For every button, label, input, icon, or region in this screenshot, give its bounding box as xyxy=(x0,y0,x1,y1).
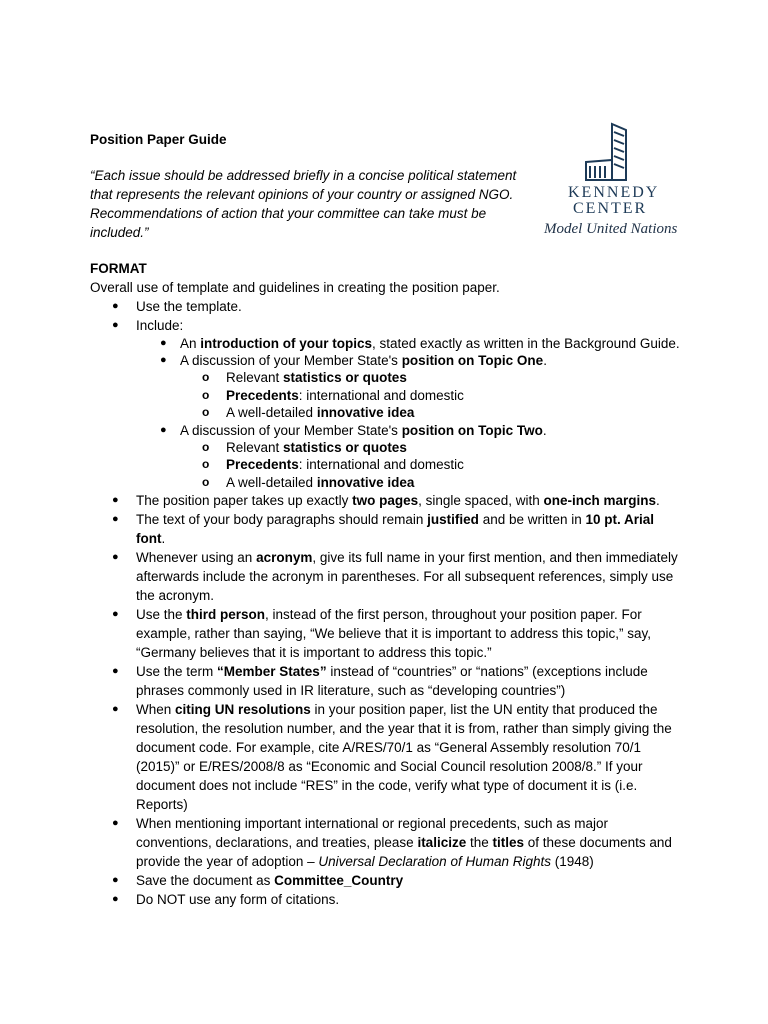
overall-text: Overall use of template and guidelines in creating the position paper. xyxy=(90,280,500,295)
bullet-icon: ● xyxy=(112,551,119,563)
bullet-icon: ● xyxy=(112,513,119,525)
bullet-icon: ● xyxy=(112,319,119,331)
list-item: ● Use the template. xyxy=(112,299,242,314)
list-item: ● When mentioning important international or regional precedents, such as major conventions, declarations, and treaties, please italicize the titles of these documents and provide the year of adoption – Universal Declaration of Human Rights (1948) xyxy=(112,816,672,869)
circle-bullet-icon: o xyxy=(202,439,210,454)
include-sublist xyxy=(136,335,680,491)
list-item: o Relevant statistics or quotes xyxy=(202,439,407,455)
list-item: ● A discussion of your Member State's position on Topic Two. o Relevant statistics or quotes o Precedents: international and domestic o A well-detailed innovative idea xyxy=(136,422,680,492)
list-item: ● Use the term “Member States” instead of “countries” or “nations” (exceptions include phrases commonly used in IR literature, such as “developing countries”) xyxy=(112,664,648,698)
bullet-icon: ● xyxy=(160,337,167,349)
list-item: o Precedents: international and domestic xyxy=(202,387,464,403)
bullet-icon: ● xyxy=(160,423,167,436)
list-item: o A well-detailed innovative idea xyxy=(202,474,415,490)
list-item: ● The text of your body paragraphs should remain justified and be written in 10 pt. Arial font. xyxy=(112,512,655,546)
logo-subtitle: Model United Nations xyxy=(544,221,678,237)
list-item: ● Use the third person, instead of the first person, throughout your position paper. For example, rather than saying, “We believe that it is important to address this topic,” say, “Germany believes that it is important to address this topic.” xyxy=(112,607,651,660)
list-item: ● A discussion of your Member State's position on Topic One. o Relevant statistics or quotes o Precedents: international and domestic o A well-detailed innovative idea xyxy=(136,352,680,422)
bullet-icon: ● xyxy=(112,874,119,886)
bullet-icon: ● xyxy=(112,817,119,829)
list-item: ● An introduction of your topics, stated exactly as written in the Background Guide. xyxy=(160,336,680,351)
list-item: ● Include: ● An introduction of your topics, stated exactly as written in the Background Guide. ● A discussion of your Member State's position on Topic One. o Relevant statistics or quotes o Precedents: international and domestic o A well-detailed innovative idea ● A discussion of your Member State's position on Topic Two. o Relevant statistics or quotes o Precedents: international and domestic o A well-detailed innovative idea xyxy=(112,318,680,490)
bullet-icon: ● xyxy=(160,354,167,366)
list-item: o A well-detailed innovative idea xyxy=(202,405,415,420)
topic-one-sublist xyxy=(180,369,680,422)
bullet-icon: ● xyxy=(112,665,119,677)
bullet-icon: ● xyxy=(112,893,119,905)
logo-name-line2: CENTER xyxy=(573,200,648,217)
circle-bullet-icon: o xyxy=(202,387,210,402)
circle-bullet-icon: o xyxy=(202,405,210,419)
intro-quote: “Each issue should be addressed briefly in a concise political statement that represents the relevant opinions of your country or assigned NGO. Recommendations of action that your committee can take must be included.” xyxy=(90,168,517,240)
bullet-icon: ● xyxy=(112,300,119,312)
format-list xyxy=(90,297,680,909)
page-title: Position Paper Guide xyxy=(90,132,227,147)
document-page xyxy=(90,128,680,909)
bullet-icon: ● xyxy=(112,494,119,506)
bullet-icon: ● xyxy=(112,608,119,620)
list-item: ● When citing UN resolutions in your position paper, list the UN entity that produced the resolution, the resolution number, and the year that it is from, rather than simply giving the document code. For example, cite A/RES/70/1 as “General Assembly resolution 70/1 (2015)” or E/RES/2008/8 as “Economic and Social Council resolution 2008/8.” If your document does not include “RES” in the code, verify what type of document it is (i.e. Reports) xyxy=(112,702,672,812)
circle-bullet-icon: o xyxy=(202,457,210,471)
list-item: ● The position paper takes up exactly two pages, single spaced, with one-inch margins. xyxy=(112,493,660,508)
list-item: o Relevant statistics or quotes xyxy=(202,370,407,385)
list-item: o Precedents: international and domestic xyxy=(202,457,464,472)
list-item: ● Whenever using an acronym, give its full name in your first mention, and then immediately afterwards include the acronym in parentheses. For all subsequent references, simply use the acronym. xyxy=(112,550,678,603)
logo-name-line1: KENNEDY xyxy=(568,184,660,201)
list-item: ● Save the document as Committee_Country xyxy=(112,873,404,888)
list-item: ● Do NOT use any form of citations. xyxy=(112,892,340,907)
format-heading: FORMAT xyxy=(90,261,147,276)
topic-two-sublist xyxy=(180,439,680,492)
circle-bullet-icon: o xyxy=(202,474,210,489)
circle-bullet-icon: o xyxy=(202,370,210,384)
bullet-icon: ● xyxy=(112,703,119,715)
